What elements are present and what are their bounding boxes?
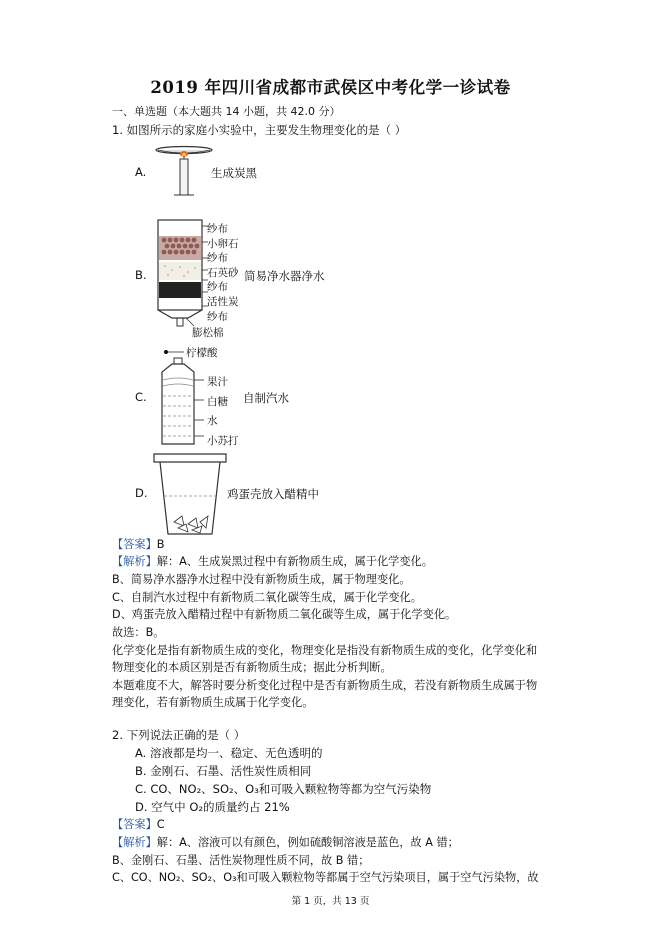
filter-label-cotton: 膨松棉	[192, 327, 224, 339]
filter-label-quartz-sand: 石英砂	[207, 266, 239, 279]
q1-answer: B	[156, 538, 165, 551]
q1-analysis-line: 解：A、生成炭黑过程中有新物质生成，属于化学变化。	[156, 555, 433, 568]
q2-answer: C	[156, 818, 165, 831]
filter-label-gauze-1: 纱布	[207, 223, 228, 235]
q1-analysis-line: 本题难度不大，解答时要分析变化过程中是否有新物质生成，若没有新物质生成属于物	[112, 679, 538, 692]
q1-option-d-letter: D.	[135, 486, 148, 500]
page-footer: 第 1 页，共 13 页	[291, 896, 370, 907]
q1-option-a-letter: A.	[135, 165, 147, 179]
q1-analysis-line: D、鸡蛋壳放入醋精过程中有新物质二氧化碳等生成，属于化学变化。	[112, 608, 457, 621]
candle-plate-figure	[152, 142, 216, 202]
filter-label-pebbles: 小卵石	[207, 237, 239, 250]
q2-analysis-line: C、CO、NO₂、SO₂、O₃和可吸入颗粒物等都属于空气污染项目，属于空气污染物，故	[112, 871, 539, 884]
soda-label-juice: 果汁	[207, 376, 228, 388]
question-1-stem: 1. 如图所示的家庭小实验中，主要发生物理变化的是（ ）	[112, 123, 407, 137]
q1-option-b-text: 简易净水器净水	[244, 269, 325, 283]
q1-analysis-line: C、自制汽水过程中有新物质二氧化碳等生成，属于化学变化。	[112, 591, 422, 604]
question-2-stem: 2. 下列说法正确的是（ ）	[112, 728, 246, 742]
q1-option-c-text: 自制汽水	[243, 391, 289, 405]
q2-option-d: D. 空气中 O₂的质量约占 21%	[135, 800, 290, 814]
q2-option-a: A. 溶液都是均一、稳定、无色透明的	[135, 746, 323, 760]
q1-analysis-line: 故选：B。	[112, 626, 165, 639]
eggshell-vinegar-figure	[150, 450, 230, 538]
q1-analysis-line: 化学变化是指有新物质生成的变化，物理变化是指没有新物质生成的变化，化学变化和	[112, 644, 538, 657]
q2-analysis-line: B、金刚石、石墨、活性炭物理性质不同，故 B 错；	[112, 854, 370, 867]
q1-option-a-text: 生成炭黑	[211, 166, 257, 180]
soda-label-baking-soda: 小苏打	[207, 434, 239, 447]
section-heading: 一、单选题（本大题共 14 小题，共 42.0 分）	[112, 105, 341, 118]
q1-option-b-letter: B.	[135, 268, 147, 282]
q1-answer-tag: 【答案】	[112, 538, 157, 551]
soda-label-sugar: 白糖	[207, 395, 228, 408]
q2-option-c: C. CO、NO₂、SO₂、O₃和可吸入颗粒物等都为空气污染物	[135, 782, 432, 796]
filter-label-activated-carbon: 活性炭	[207, 295, 239, 308]
filter-label-gauze-3: 纱布	[207, 281, 228, 294]
soda-label-citric-acid: 柠檬酸	[186, 347, 218, 359]
q2-answer-tag: 【答案】	[112, 818, 157, 831]
q2-analysis-tag: 【解析】	[112, 836, 157, 849]
q2-option-b: B. 金刚石、石墨、活性炭性质相同	[135, 764, 312, 778]
q1-analysis-line: 物理变化的本质区别是否有新物质生成；据此分析判断。	[112, 661, 392, 674]
soda-bottle-figure	[150, 346, 210, 446]
q1-option-c-letter: C.	[135, 390, 147, 404]
q1-analysis-tag: 【解析】	[112, 555, 157, 568]
filter-label-gauze-2: 纱布	[207, 252, 228, 265]
soda-label-water: 水	[207, 415, 218, 427]
q1-analysis-line: 理变化，若有新物质生成属于化学变化。	[112, 696, 314, 709]
q1-analysis-line: B、简易净水器净水过程中没有新物质生成，属于物理变化。	[112, 573, 411, 586]
filter-label-gauze-4: 纱布	[207, 310, 228, 323]
q1-option-d-text: 鸡蛋壳放入醋精中	[227, 487, 319, 501]
q2-analysis-line: 解：A、溶液可以有颜色，例如硫酸铜溶液是蓝色，故 A 错；	[156, 836, 459, 849]
page-title: 2019 年四川省成都市武侯区中考化学一诊试卷	[150, 78, 511, 97]
